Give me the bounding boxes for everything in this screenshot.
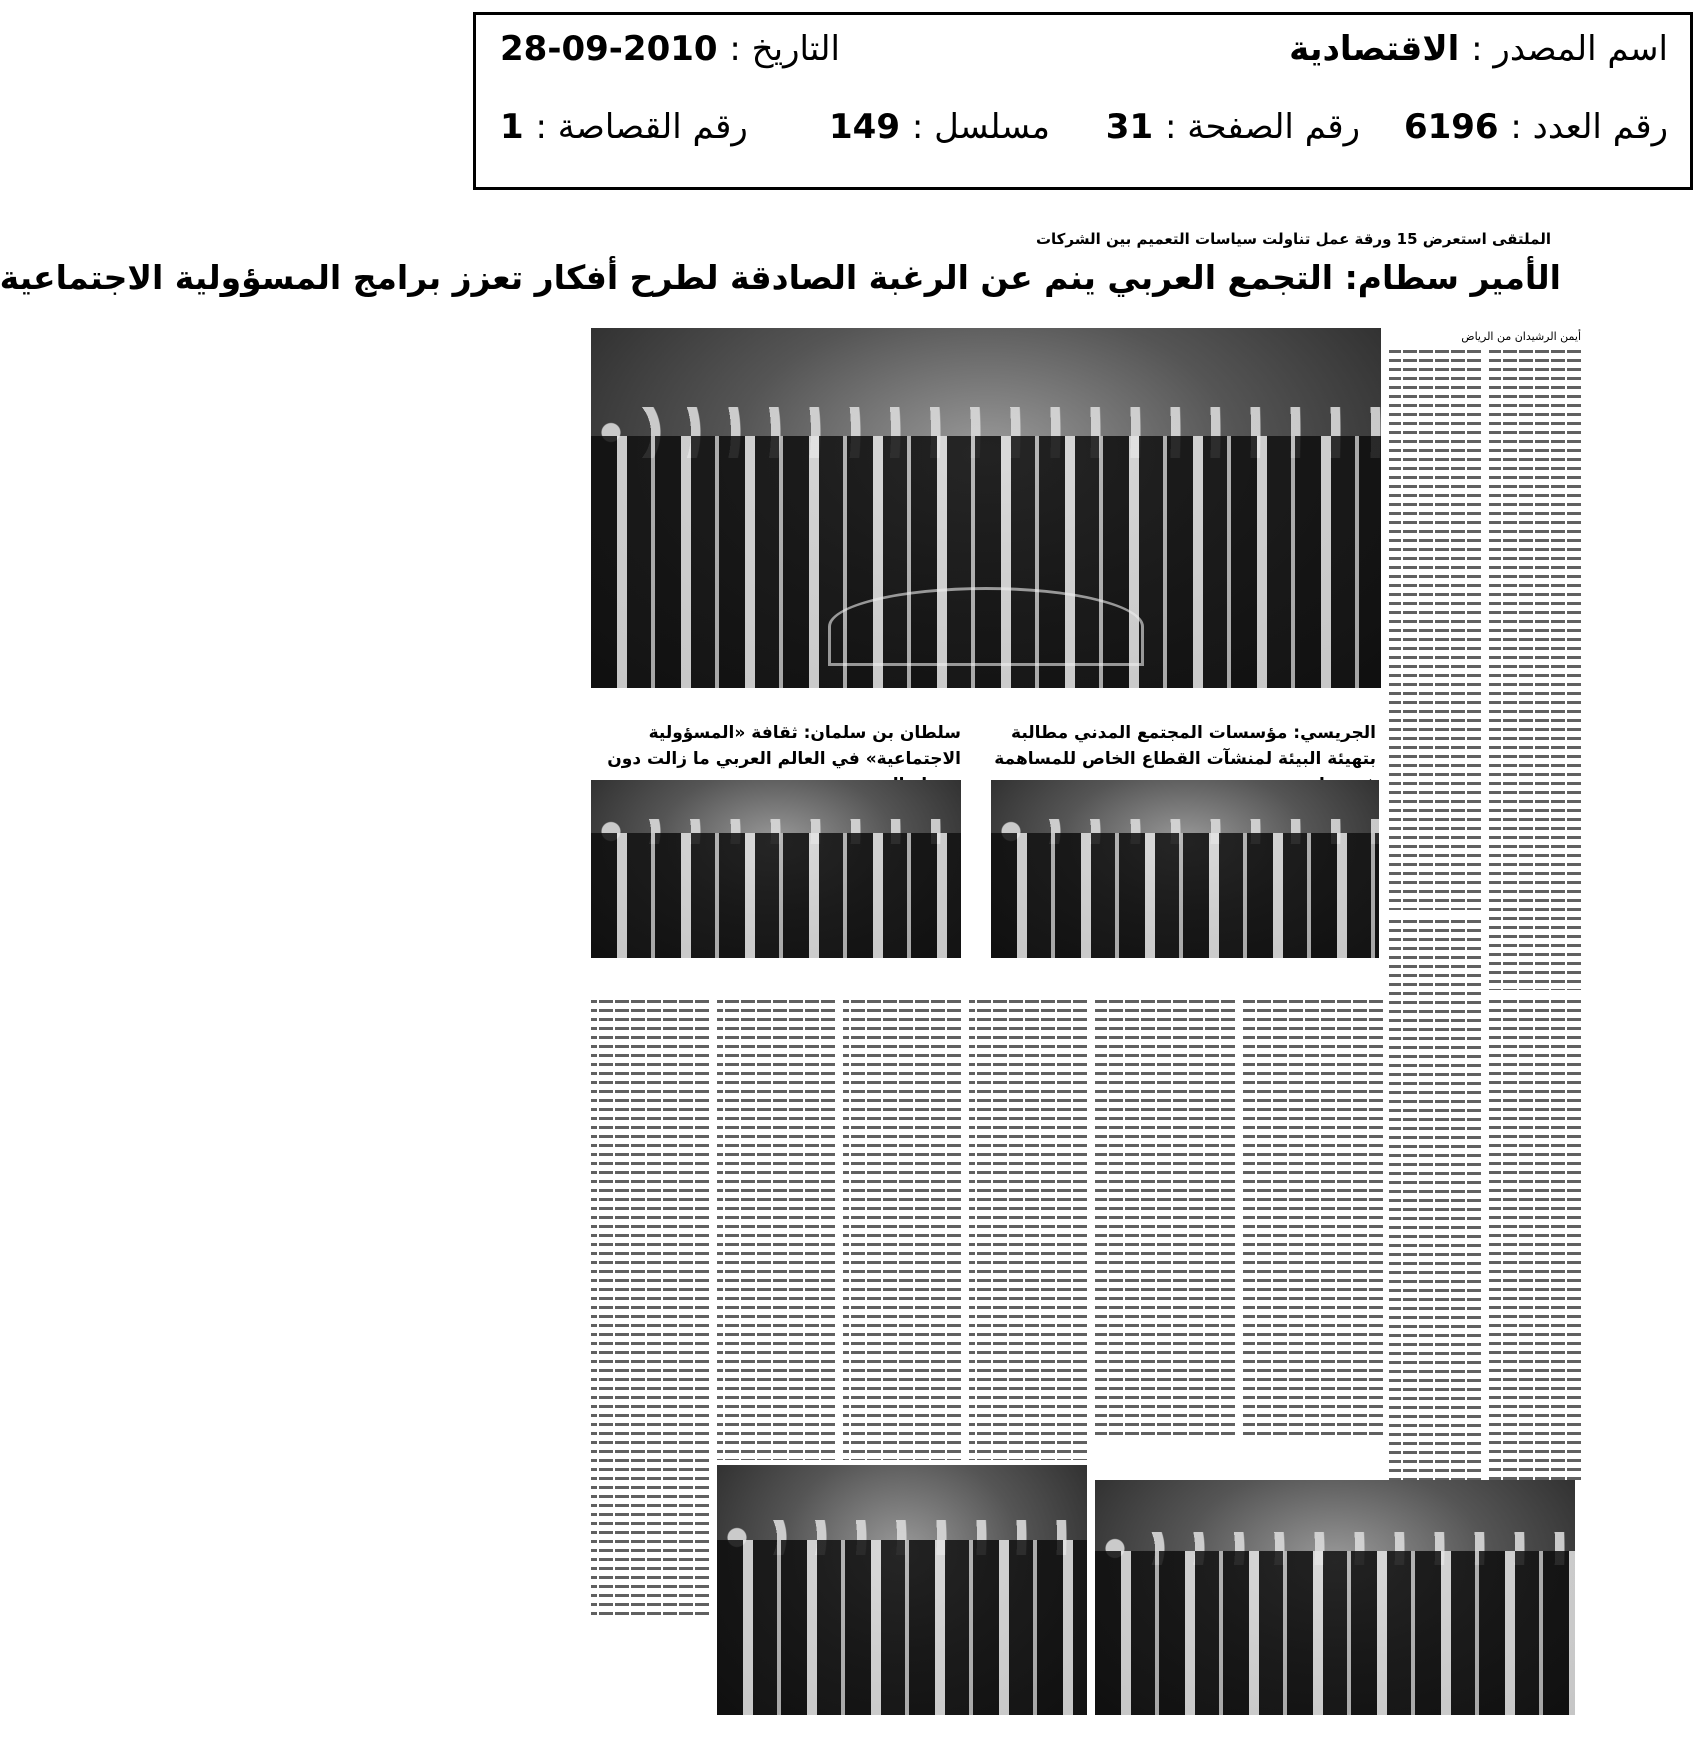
text-column <box>1389 920 1481 1480</box>
photo-bottom-left <box>717 1465 1087 1715</box>
photo-award-left <box>591 780 961 958</box>
text-column <box>1489 350 1581 990</box>
page-label: رقم الصفحة : <box>1164 107 1360 147</box>
text-column <box>843 1000 961 1460</box>
article-kicker: الملتقى استعرض 15 ورقة عمل تناولت سياسات التعميم بين الشركات <box>1035 230 1551 248</box>
photo-figures-bodies <box>591 833 961 958</box>
text-column <box>1489 1000 1581 1480</box>
serial-field <box>829 107 1050 147</box>
photo-award-right <box>991 780 1379 958</box>
text-column <box>1389 350 1481 910</box>
clip-number-value: 1 <box>500 107 524 147</box>
source-label: اسم المصدر : <box>1471 29 1668 69</box>
serial-value: 149 <box>829 107 900 147</box>
clip-number-label: رقم القصاصة : <box>535 107 748 147</box>
main-photo-caption <box>591 692 1381 702</box>
photo-figures-bodies <box>1095 1551 1575 1716</box>
text-column <box>1243 1000 1383 1440</box>
photo-stage-emblem <box>828 587 1144 666</box>
clip-number-field <box>500 107 748 147</box>
page-field <box>1106 107 1360 147</box>
photo-figures-bodies <box>717 1540 1087 1715</box>
article-headline: الأمير سطام: التجمع العربي ينم عن الرغبة الصادقة لطرح أفكار تعزز برامج المسؤولية الاجتماعية <box>0 258 1561 297</box>
metadata-row-2 <box>476 107 1690 177</box>
photo-bottom-right <box>1095 1480 1575 1715</box>
metadata-row-1 <box>476 29 1690 99</box>
source-value: الاقتصادية <box>1289 29 1460 69</box>
main-group-photo <box>591 328 1381 688</box>
text-column <box>1095 1000 1235 1440</box>
page-value: 31 <box>1105 107 1154 147</box>
issue-label: رقم العدد : <box>1510 107 1668 147</box>
article-byline: أيمن الرشيدان من الرياض <box>1461 330 1581 343</box>
clipping-metadata-box <box>473 12 1693 190</box>
serial-label: مسلسل : <box>911 107 1050 147</box>
text-column <box>591 1000 709 1620</box>
newspaper-clipping <box>0 220 1581 1740</box>
photo-figures-bodies <box>991 833 1379 958</box>
date-field <box>500 29 840 69</box>
text-column <box>969 1000 1087 1460</box>
date-value: 2010-09-28 <box>500 29 718 69</box>
issue-value: 6196 <box>1403 107 1499 147</box>
source-field <box>1289 29 1668 69</box>
date-label: التاريخ : <box>729 29 840 69</box>
sub-headline-right: الجريسي: مؤسسات المجتمع المدني مطالبة بتهيئة البيئة لمنشآت القطاع الخاص للمساهمة <box>994 723 1376 769</box>
sub-headline-left: سلطان بن سلمان: ثقافة «المسؤولية الاجتماعية» في العالم العربي ما زالت دون <box>607 723 961 769</box>
text-column <box>717 1000 835 1460</box>
issue-field <box>1404 107 1668 147</box>
